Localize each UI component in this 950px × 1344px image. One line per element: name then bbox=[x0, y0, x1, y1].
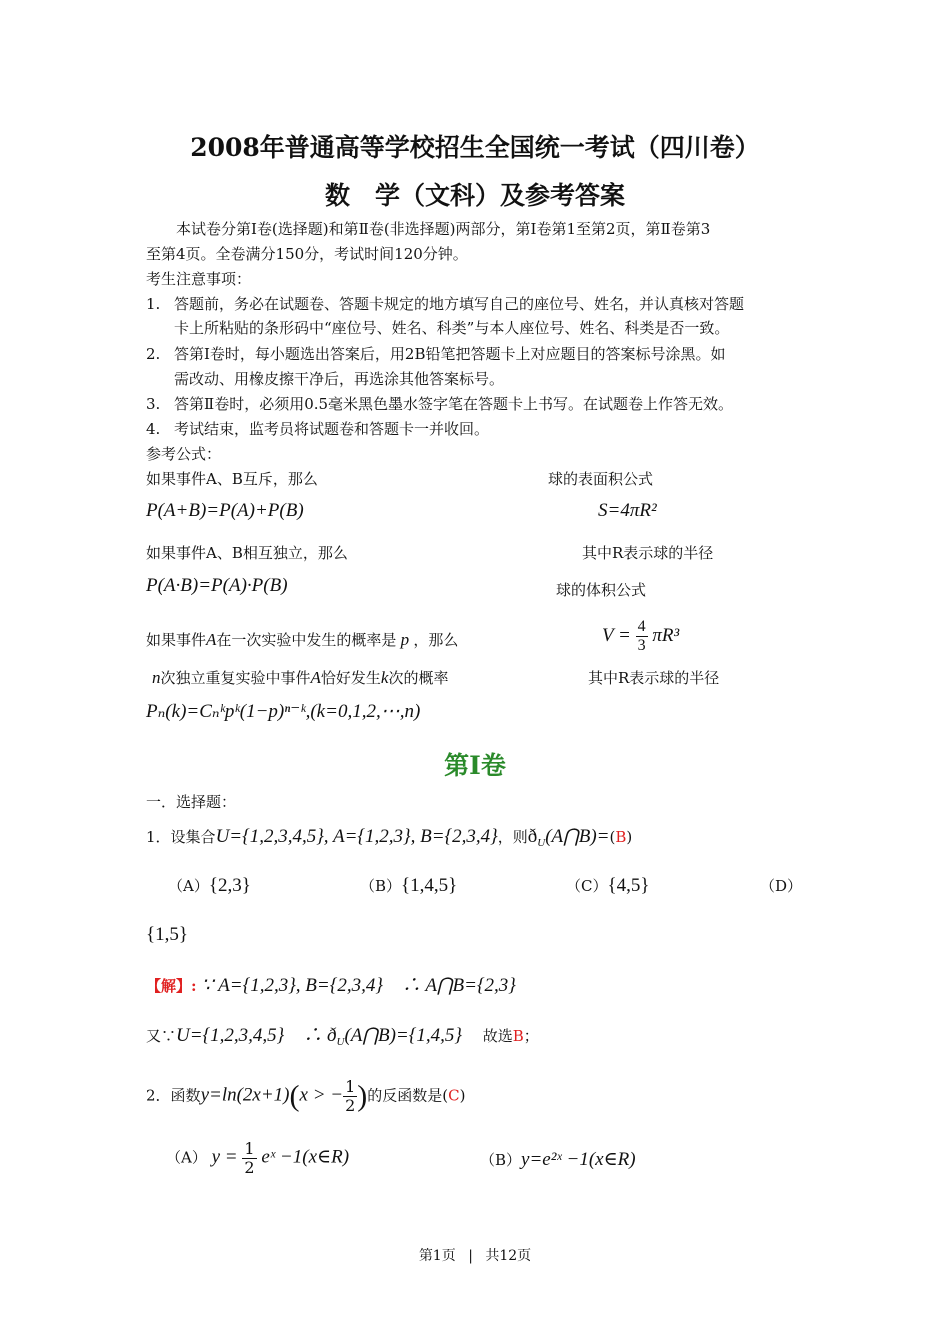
formula-heading: 参考公式： bbox=[146, 445, 222, 463]
sphere-area-label: 球的表面积公式 bbox=[548, 470, 654, 488]
notice-heading: 考生注意事项： bbox=[146, 270, 252, 288]
question-1-answer: B bbox=[615, 828, 627, 846]
radius-note: 其中R表示球的半径 bbox=[582, 544, 714, 562]
notice-text: 答第Ⅱ卷时，必须用0.5毫米黑色墨水签字笔在答题卡上书写。在试题卷上作答无效。 bbox=[174, 395, 734, 413]
solution-tag: 【解】: bbox=[146, 977, 197, 995]
sphere-volume-label: 球的体积公式 bbox=[556, 581, 647, 599]
document-subtitle: 数 学（文科）及参考答案 bbox=[324, 181, 625, 210]
question-2-stem: 2．函数y=ln(2x+1)(x > − $\frac{1}{2}$ )的反函数是(C) bbox=[146, 1077, 466, 1115]
notice-text: 考试结束，监考员将试题卷和答题卡一并收回。 bbox=[174, 420, 490, 438]
mutex-formula: P(A+B)=P(A)+P(B) bbox=[146, 500, 304, 521]
solution-line-2: 又∵U={1,2,3,4,5} ∴ $ð_U(A⋂B)=\{1,4,5\}$ 故选B； bbox=[146, 1025, 539, 1048]
option-a: （A）{2,3} bbox=[168, 875, 251, 896]
notice-number: 4. bbox=[146, 420, 161, 438]
notice-text: 答题前，务必在试题卷、答题卡规定的地方填写自己的座位号、姓名，并认真核对答题 bbox=[174, 295, 745, 313]
binomial-formula: Pₙ(k)=Cₙᵏpᵏ(1−p)ⁿ⁻ᵏ,(k=0,1,2,⋯,n) bbox=[146, 701, 421, 722]
section-title: 第Ⅰ卷 bbox=[444, 751, 506, 780]
independence-label: 如果事件A、B相互独立，那么 bbox=[146, 544, 348, 562]
option-d-value: {1,5} bbox=[146, 924, 188, 945]
page-number: 第1页 bbox=[418, 1248, 456, 1264]
repeat-trial-label: n次独立重复实验中事件A恰好发生k次的概率 bbox=[152, 668, 449, 687]
notice-text: 需改动、用橡皮擦干净后，再选涂其他答案标号。 bbox=[174, 370, 505, 388]
option-b: （B）{1,4,5} bbox=[360, 875, 458, 896]
question-1-stem: 1．设集合U={1,2,3,4,5}, A={1,2,3}, B={2,3,4}，则$ð_U(A⋂B)=(B)$ bbox=[146, 826, 633, 849]
probability-label: 如果事件A在一次实验中发生的概率是 p ，那么 bbox=[146, 630, 459, 649]
sphere-area-formula: S=4πR² bbox=[598, 500, 657, 521]
part-label: 一．选择题： bbox=[146, 793, 237, 811]
solution-line-1: 【解】: ∵ A={1,2,3}, B={2,3,4} ∴ A⋂B={2,3} bbox=[146, 975, 516, 996]
mutex-label: 如果事件A、B互斥，那么 bbox=[146, 470, 318, 488]
radius-note: 其中R表示球的半径 bbox=[588, 669, 720, 687]
notice-number: 2. bbox=[146, 345, 161, 363]
notice-number: 3. bbox=[146, 395, 161, 413]
q2-option-a: （A） y = $\frac{1}{2}$ eˣ −1(x∈R) bbox=[166, 1139, 350, 1177]
notice-text: 答第Ⅰ卷时，每小题选出答案后，用2B铅笔把答题卡上对应题目的答案标号涂黑。如 bbox=[174, 345, 726, 363]
independence-formula: P(A·B)=P(A)·P(B) bbox=[146, 575, 288, 596]
option-d-label: （D） bbox=[760, 877, 803, 895]
option-c: （C）{4,5} bbox=[566, 875, 650, 896]
page-footer: 第1页 | 共12页 bbox=[418, 1248, 532, 1264]
document-title: 2008年普通高等学校招生全国统一考试（四川卷） bbox=[190, 133, 760, 162]
q2-option-b: （B）y=e²ˣ −1(x∈R) bbox=[480, 1149, 636, 1170]
notice-number: 1. bbox=[146, 295, 161, 313]
intro-line-2: 至第4页。全卷满分150分，考试时间120分钟。 bbox=[146, 245, 468, 263]
question-2-answer: C bbox=[448, 1086, 460, 1105]
intro-line-1: 本试卷分第Ⅰ卷(选择题)和第Ⅱ卷(非选择题)两部分，第Ⅰ卷第1至第2页，第Ⅱ卷第3 bbox=[176, 220, 711, 238]
sphere-volume-formula: V = $\frac{4}{3}$ πR³ bbox=[602, 618, 680, 654]
notice-text: 卡上所粘贴的条形码中“座位号、姓名、科类”与本人座位号、姓名、科类是否一致。 bbox=[174, 319, 730, 337]
page-total: 共12页 bbox=[485, 1248, 532, 1264]
